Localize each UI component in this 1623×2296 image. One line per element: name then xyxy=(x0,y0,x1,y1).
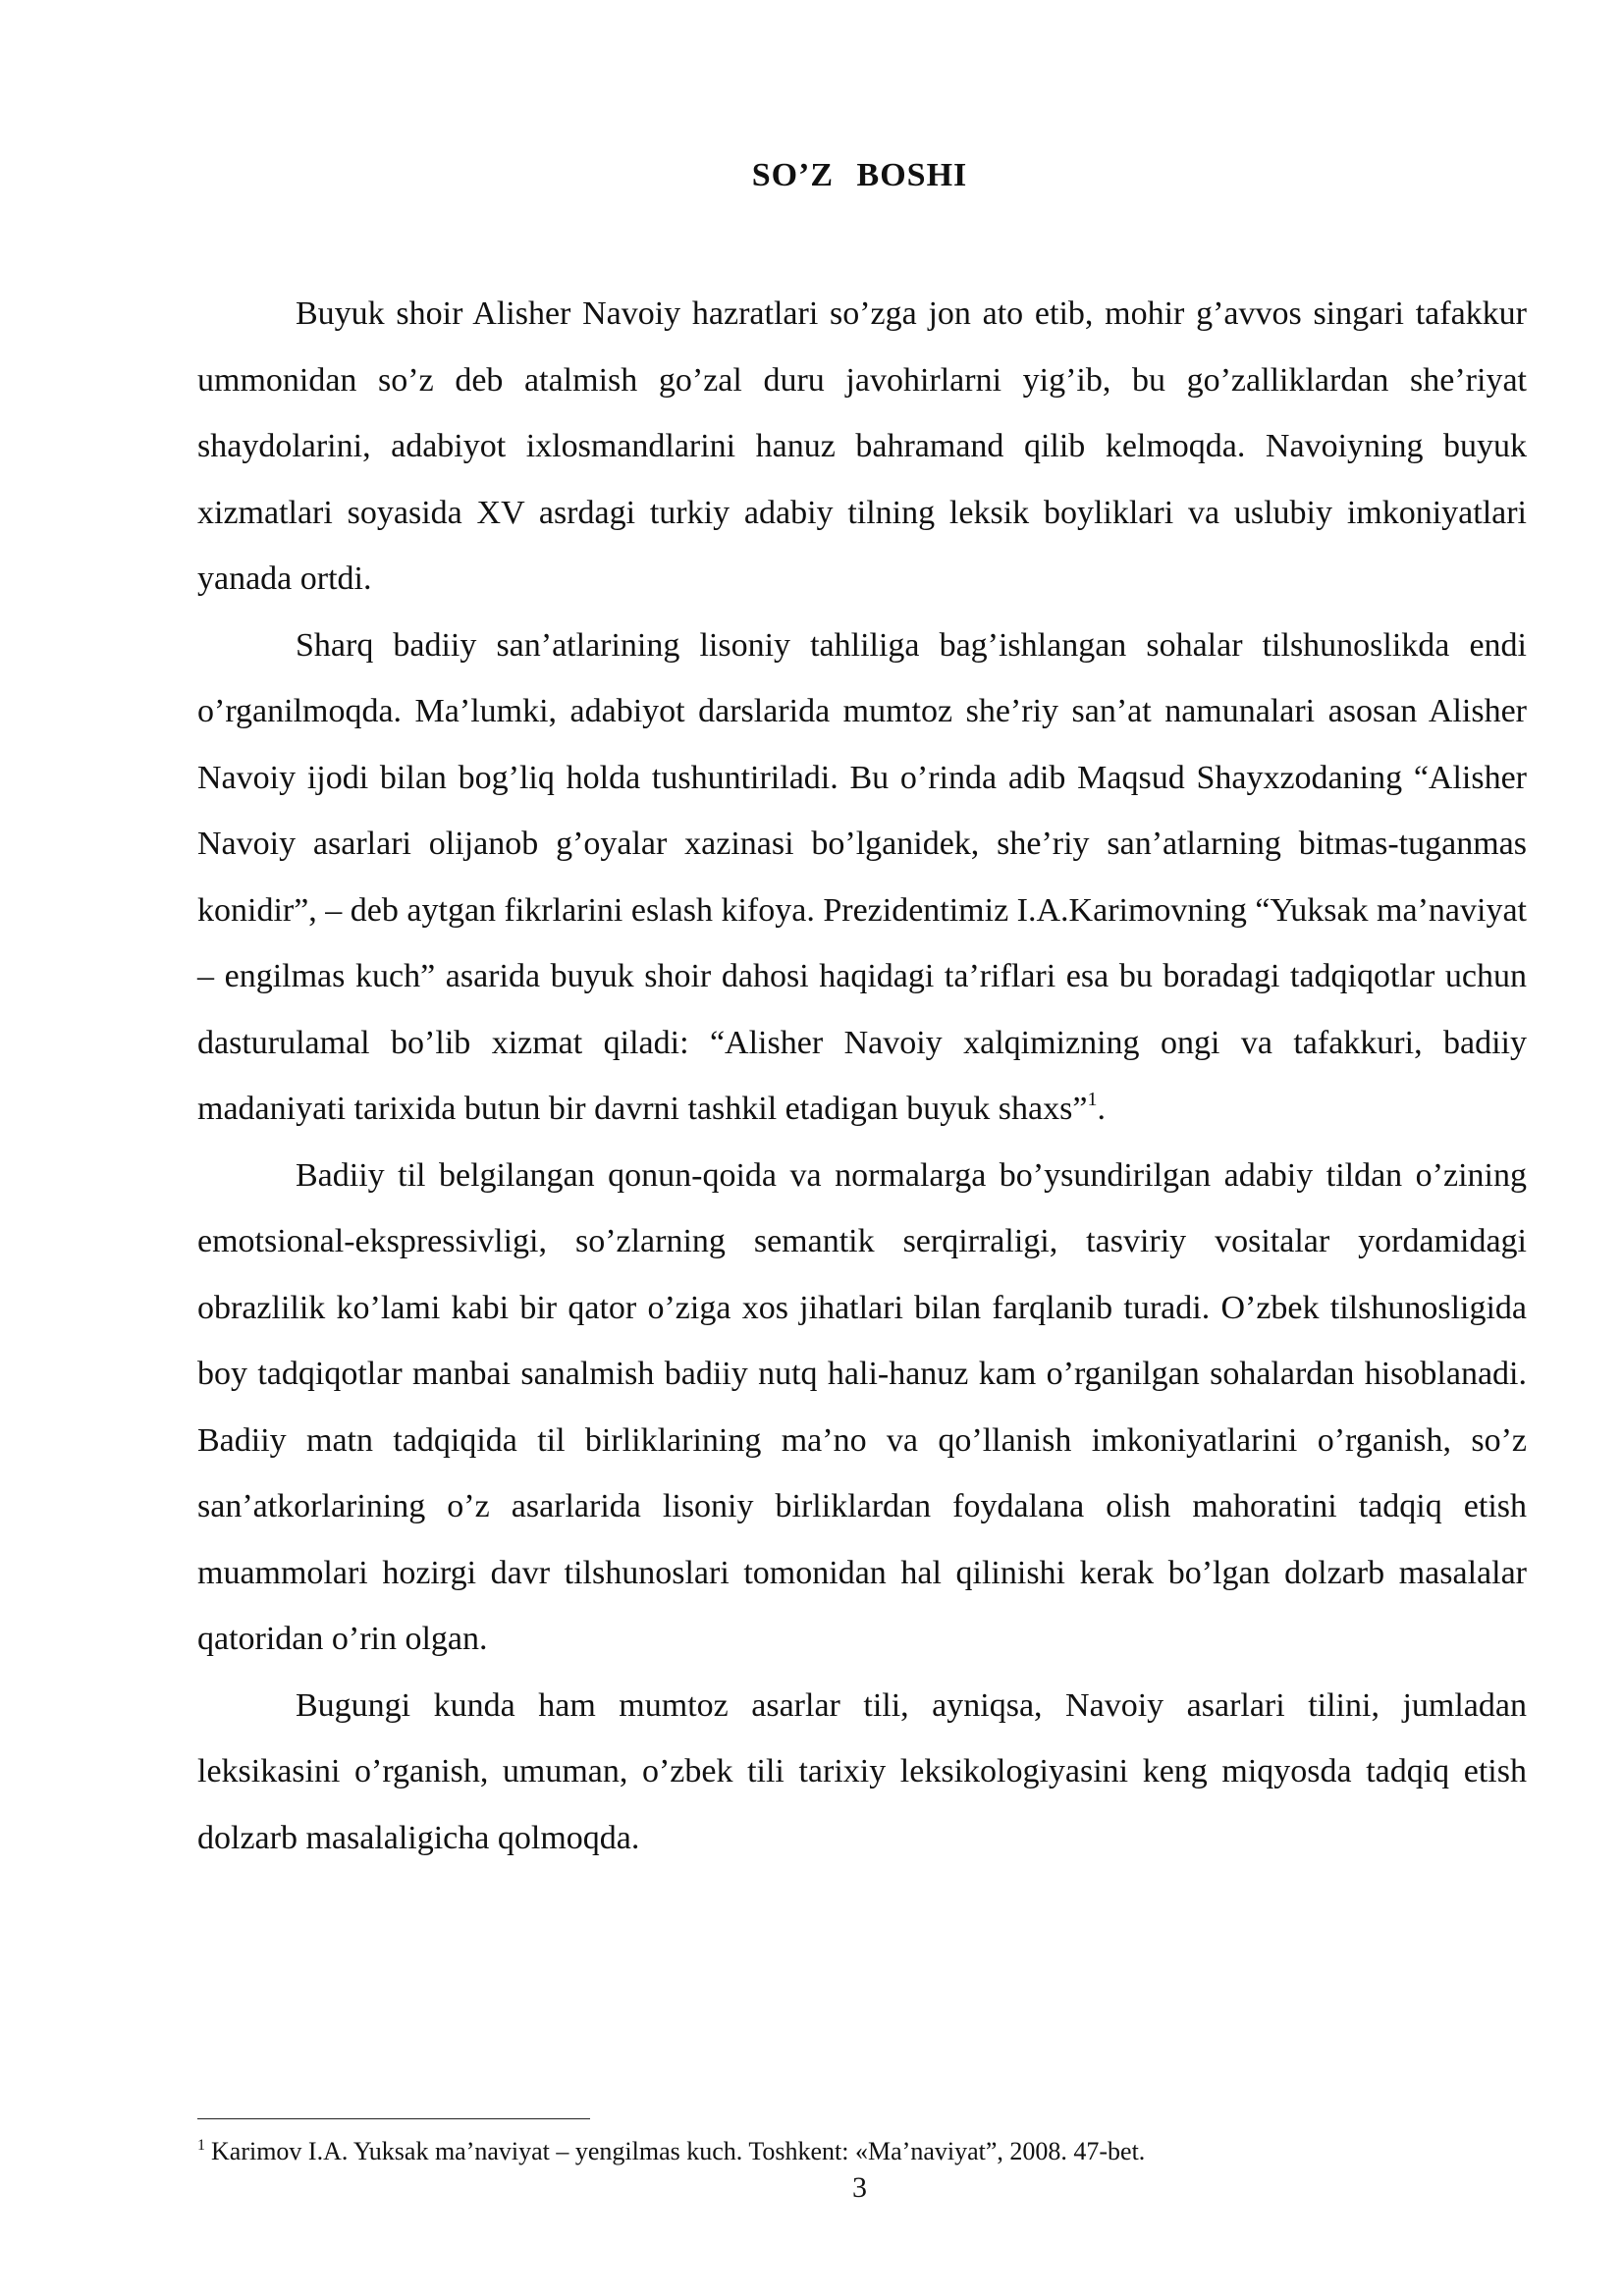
paragraph-3 xyxy=(197,1143,1527,1673)
body-text xyxy=(197,281,1527,1871)
paragraph-2-tail: . xyxy=(1097,1091,1106,1127)
footnote-reference[interactable]: 1 xyxy=(1087,1089,1098,1110)
footnote-text: Karimov I.A. Yuksak ma’naviyat – yengilmas kuch. Toshkent: «Ma’naviyat”, 2008. 47-bet. xyxy=(211,2137,1146,2165)
page-number: 3 xyxy=(852,2171,867,2204)
paragraph-4 xyxy=(197,1673,1527,1872)
paragraph-3-text: Badiiy til belgilangan qonun-qoida va normalarga bo’ysundirilgan adabiy tildan o’zining emotsional-ekspressivligi, so’zlarning semantik serqirraligi, tasviriy vositalar yordamidagi obrazlilik ko’lami kabi bir qator o’ziga xos jihatlari bilan farqlanib turadi. O’zbek tilshunosligida boy tadqiqotlar manbai sanalmish badiiy nutq hali-hanuz kam o’rganilgan sohalardan hisoblanadi. Badiiy matn tadqiqida til birliklarining ma’no va qo’llanish imkoniyatlarini o’rganish, so’z san’atkorlarining o’z asarlarida lisoniy birliklardan foydalana olish mahoratini tadqiq etish muammolari hozirgi davr tilshunoslari tomonidan hal qilinishi kerak bo’lgan dolzarb masalalar qatoridan o’rin olgan. xyxy=(197,1156,1527,1657)
footnote xyxy=(197,2136,1527,2167)
page-title: SO’Z BOSHI xyxy=(751,157,968,193)
paragraph-2-text: Sharq badiiy san’atlarining lisoniy tahliliga bag’ishlangan sohalar tilshunoslikda endi o’rganilmoqda. Ma’lumki, adabiyot darslarida mumtoz she’riy san’at namunalari asosan Alisher Navoiy ijodi bilan bog’liq holda tushuntiriladi. Bu o’rinda adib Maqsud Shayxzodaning “Alisher Navoiy asarlari olijanob g’oyalar xazinasi bo’lganidek, she’riy san’atlarning bitmas-tuganmas konidir”, – deb aytgan fikrlarini eslash kifoya. Prezidentimiz I.A.Karimovning “Yuksak ma’naviyat – engilmas kuch” asarida buyuk shoir dahosi haqidagi ta’riflari esa bu boradagi tadqiqotlar uchun dasturulamal bo’lib xizmat qiladi: “Alisher Navoiy xalqimizning ongi va tafakkuri, badiiy madaniyati tarixida butun bir davrni tashkil etadigan buyuk shaxs” xyxy=(197,626,1527,1127)
paragraph-1 xyxy=(197,281,1527,613)
paragraph-1-text: Buyuk shoir Alisher Navoiy hazratlari so’zga jon ato etib, mohir g’avvos singari tafakkur ummonidan so’z deb atalmish go’zal duru javohirlarni yig’ib, bu go’zalliklardan she’riyat shaydolarini, adabiyot ixlosmandlarini hanuz bahramand qilib kelmoqda. Navoiyning buyuk xizmatlari soyasida XV asrdagi turkiy adabiy tilning leksik boyliklari va uslubiy imkoniyatlari yanada ortdi. xyxy=(197,295,1527,597)
footnote-number: 1 xyxy=(197,2137,205,2154)
footnote-divider xyxy=(197,2118,590,2119)
paragraph-2 xyxy=(197,613,1527,1143)
paragraph-4-text: Bugungi kunda ham mumtoz asarlar tili, ayniqsa, Navoiy asarlari tilini, jumladan leksikasini o’rganish, umuman, o’zbek tili tarixiy leksikologiyasini keng miqyosda tadqiq etish dolzarb masalaligicha qolmoqda. xyxy=(197,1686,1527,1856)
